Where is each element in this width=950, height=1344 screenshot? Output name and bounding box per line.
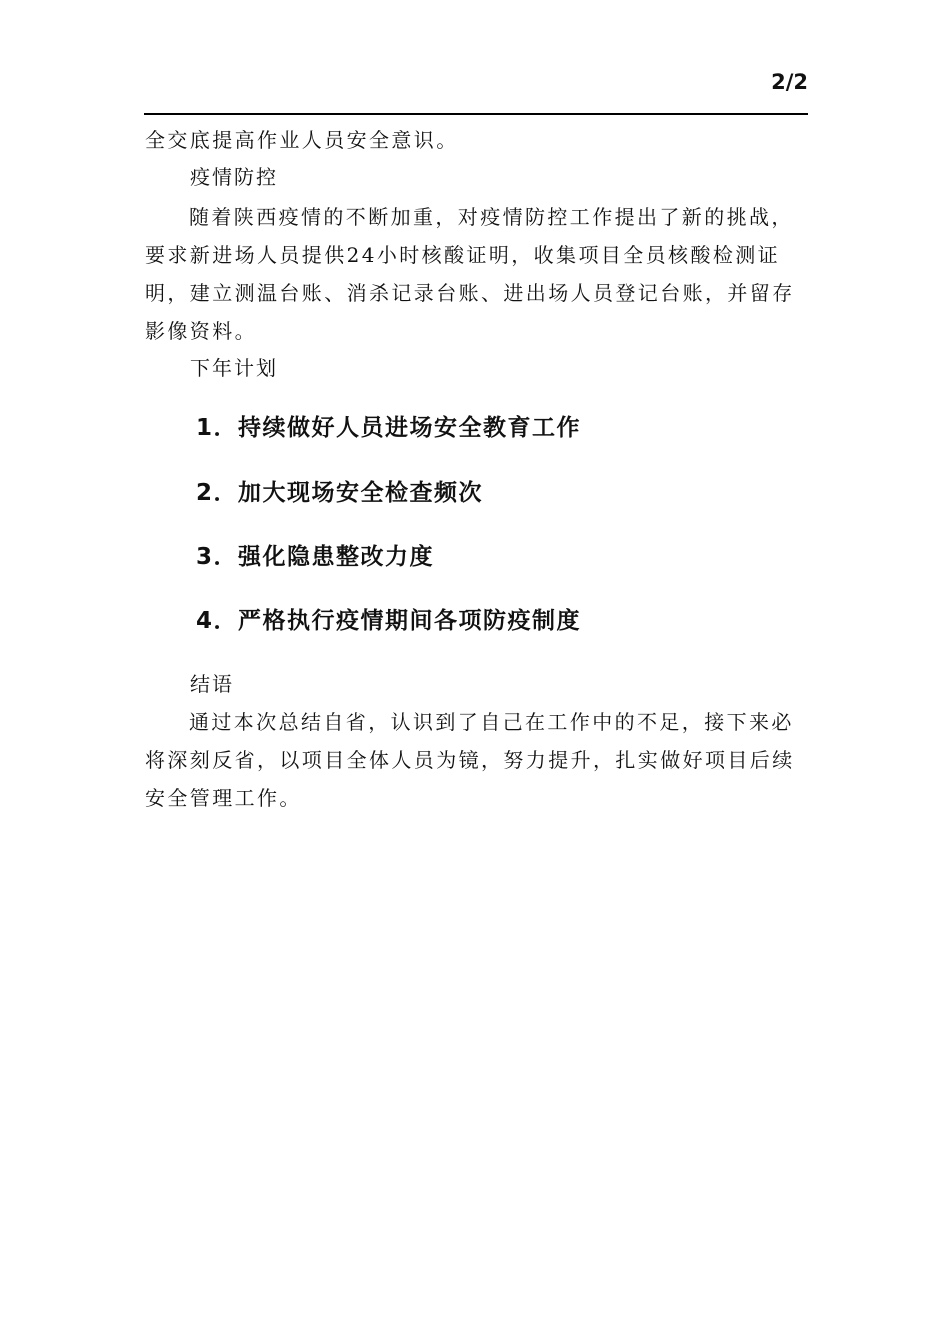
header-rule: [144, 113, 808, 115]
plan-item-1: 1．持续做好人员进场安全教育工作: [196, 415, 582, 441]
continuation-text: 全交底提高作业人员安全意识。: [145, 128, 459, 152]
plan-item-4: 4．严格执行疫情期间各项防疫制度: [196, 608, 582, 634]
epidemic-paragraph: 随着陕西疫情的不断加重，对疫情防控工作提出了新的挑战，要求新进场人员提供24小时核酸证明，收集项目全员核酸检测证明，建立测温台账、消杀记录台账、进出场人员登记台账，并留存影像资料。: [145, 205, 795, 343]
plan-heading: 下年计划: [190, 356, 278, 380]
conclusion-paragraph: 通过本次总结自省，认识到了自己在工作中的不足，接下来必将深刻反省，以项目全体人员为镜，努力提升，扎实做好项目后续安全管理工作。: [145, 710, 795, 810]
epidemic-heading: 疫情防控: [190, 165, 278, 189]
plan-item-2: 2．加大现场安全检查频次: [196, 480, 484, 506]
conclusion-heading: 结语: [190, 672, 234, 696]
plan-item-3: 3．强化隐患整改力度: [196, 544, 435, 570]
page-number: 2/2: [771, 70, 808, 94]
